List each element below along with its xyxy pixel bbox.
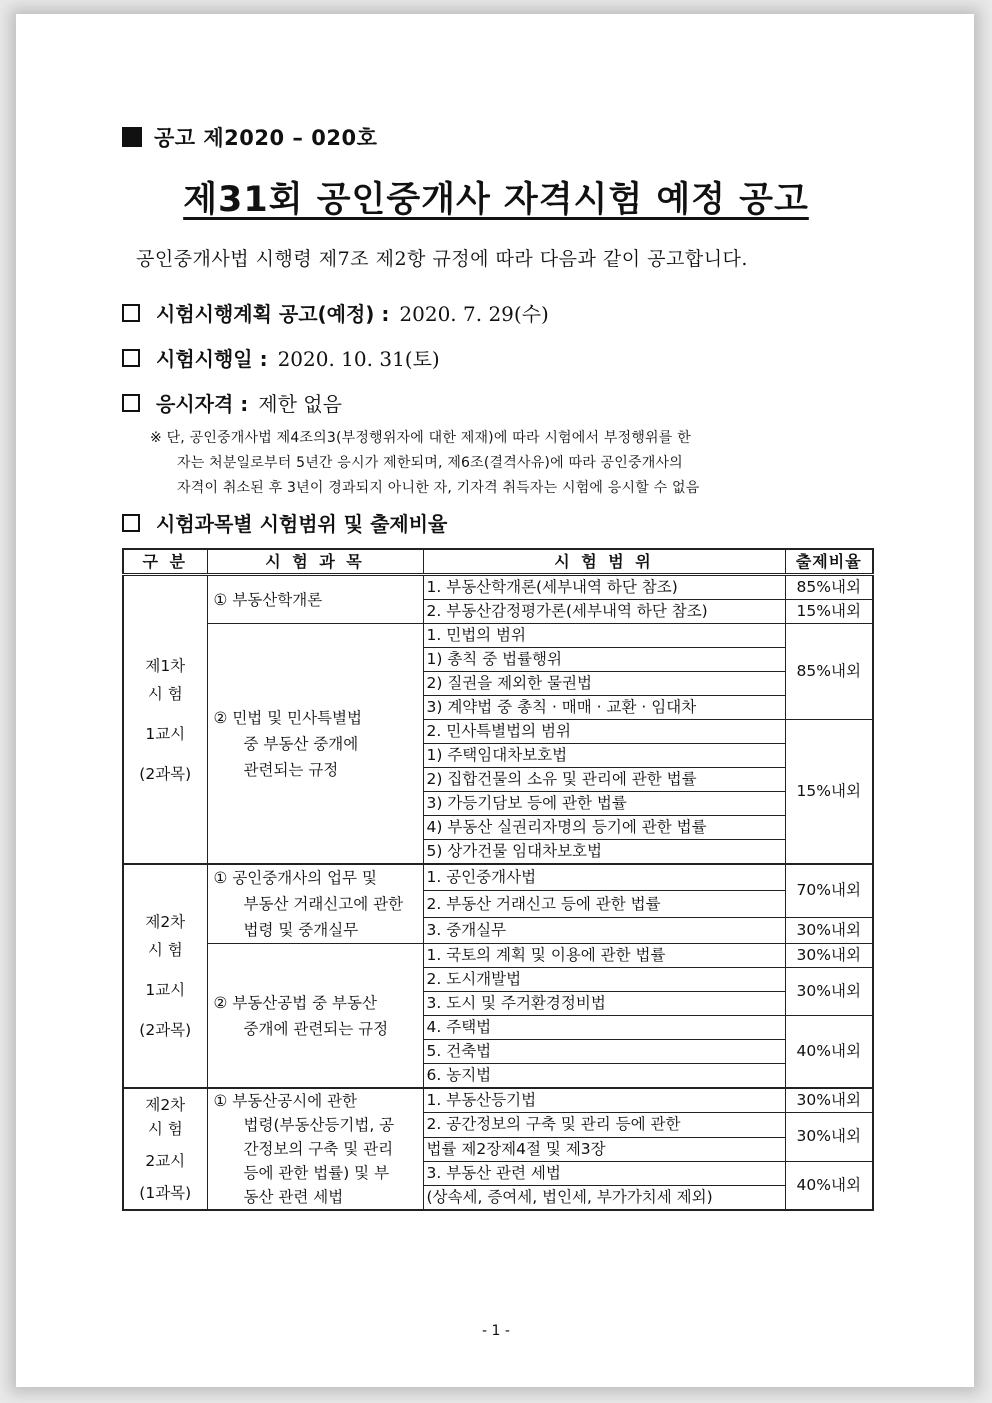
ratio-cell: 70%내외 [785,864,873,917]
table-row: 3) 계약법 중 총칙 · 매매 · 교환 · 임대차 [123,696,873,720]
table-row: 2) 집합건물의 소유 및 관리에 관한 법률 [123,768,873,792]
scope-cell: 1. 민법의 범위 [423,624,785,648]
table-row: 3. 중개실무 30%내외 [123,917,873,943]
table-row [123,575,873,600]
checkbox-icon [122,304,140,322]
table-row: 5) 상가건물 임대차보호법 [123,840,873,865]
scope-cell: 2. 부동산감정평가론(세부내역 하단 참조) [423,600,785,624]
table-header-row: 구 분 시 험 과 목 시 험 범 위 출제비율 [123,549,873,575]
table-row: 법률 제2장제4절 및 제3장 [123,1137,873,1161]
table-row: 3. 부동산 관련 세법 40%내외 [123,1161,873,1186]
table-row: 5. 건축법 [123,1040,873,1064]
table-row: 제2차 시 험 1교시 (2과목) ① 공인중개사의 업무 및 부동산 거래신고에 관한 법령 및 중개실무 1. 공인중개사법 70%내외 [123,864,873,891]
table-row: 3. 도시 및 주거환경정비법 [123,992,873,1016]
item-eligibility: 응시자격 : 제한 없음 [122,388,342,417]
category-cell: 제2차 시 험 1교시 (2과목) [123,864,207,1088]
table-row: 4) 부동산 실권리자명의 등기에 관한 법률 [123,816,873,840]
table-row: ② 부동산공법 중 부동산 중개에 관련되는 규정 1. 국토의 계획 및 이용에 관한 법률 30%내외 [123,944,873,968]
exam-scope-table [122,548,874,1211]
ratio-cell: 15%내외 [785,600,873,624]
table-row: 2. 민사특별법의 범위 15%내외 [123,720,873,744]
table-row: 2. 부동산 거래신고 등에 관한 법률 [123,891,873,917]
subject-cell: ① 부동산학개론 [207,575,423,624]
table-row: 제2차 시 험 2교시 (1과목) ① 부동산공시에 관한 법령(부동산등기법, 공 간정보의 구축 및 관리 등에 관한 법률) 및 부 동산 관련 세법 1. 부동산등기법 30%내외 [123,1088,873,1113]
subject-cell: ① 공인중개사의 업무 및 부동산 거래신고에 관한 법령 및 중개실무 [207,864,423,944]
ratio-cell: 30%내외 [785,1113,873,1162]
category-cell: 제1차 시 험 1교시 (2과목) [123,575,207,865]
ratio-cell: 85%내외 [785,624,873,720]
checkbox-icon [122,514,140,532]
intro-text: 공인중개사법 시행령 제7조 제2항 규정에 따라 다음과 같이 공고합니다. [136,248,748,270]
black-square-icon [122,127,142,147]
table-row: (상속세, 증여세, 법인세, 부가가치세 제외) [123,1186,873,1211]
checkbox-icon [122,349,140,367]
subject-cell: ① 부동산공시에 관한 법령(부동산등기법, 공 간정보의 구축 및 관리 등에 관한 법률) 및 부 동산 관련 세법 [207,1088,423,1210]
table-row: 1) 주택임대차보호법 [123,744,873,768]
subject-cell: ② 부동산공법 중 부동산 중개에 관련되는 규정 [207,944,423,1089]
item-announcement-date: 시험시행계획 공고(예정) : 2020. 7. 29(수) [122,298,549,327]
table-row: 6. 농지법 [123,1064,873,1089]
table-row [123,624,873,648]
table-row: 2) 질권을 제외한 물권법 [123,672,873,696]
notice-number: 공고 제2020 – 020호 [122,122,377,152]
item-exam-date: 시험시행일 : 2020. 10. 31(토) [122,343,440,372]
table-row: 3) 가등기담보 등에 관한 법률 [123,792,873,816]
scope-cell: 1. 부동산학개론(세부내역 하단 참조) [423,575,785,600]
table-row: 1) 총칙 중 법률행위 [123,648,873,672]
ratio-cell: 40%내외 [785,1016,873,1089]
ratio-cell: 30%내외 [785,1088,873,1113]
ratio-cell: 40%내외 [785,1161,873,1210]
item-scope-ratio: 시험과목별 시험범위 및 출제비율 [122,508,447,537]
ratio-cell: 30%내외 [785,917,873,943]
subject-cell: ② 민법 및 민사특별법 중 부동산 중개에 관련되는 규정 [207,624,423,865]
table-row: 4. 주택법 40%내외 [123,1016,873,1040]
table-row: 2. 도시개발법 30%내외 [123,968,873,992]
table-row: 2. 공간정보의 구축 및 관리 등에 관한 30%내외 [123,1113,873,1138]
ratio-cell: 85%내외 [785,575,873,600]
ratio-cell: 30%내외 [785,944,873,968]
eligibility-note: ※ 단, 공인중개사법 제4조의3(부정행위자에 대한 제재)에 따라 시험에서 부정행위를 한 자는 처분일로부터 5년간 응시가 제한되며, 제6조(결격사유)에 따라 공인중개사의 자격이 취소된 후 3년이 경과되지 아니한 자, 기자격 취득자는 시험에 응시할 수 없음 [150,430,700,496]
ratio-cell: 15%내외 [785,720,873,865]
page-number: - 1 - [482,1323,510,1339]
category-cell: 제2차 시 험 2교시 (1과목) [123,1088,207,1210]
ratio-cell: 30%내외 [785,968,873,1016]
document-title: 제31회 공인중개사 자격시험 예정 공고 [183,180,809,220]
checkbox-icon [122,394,140,412]
